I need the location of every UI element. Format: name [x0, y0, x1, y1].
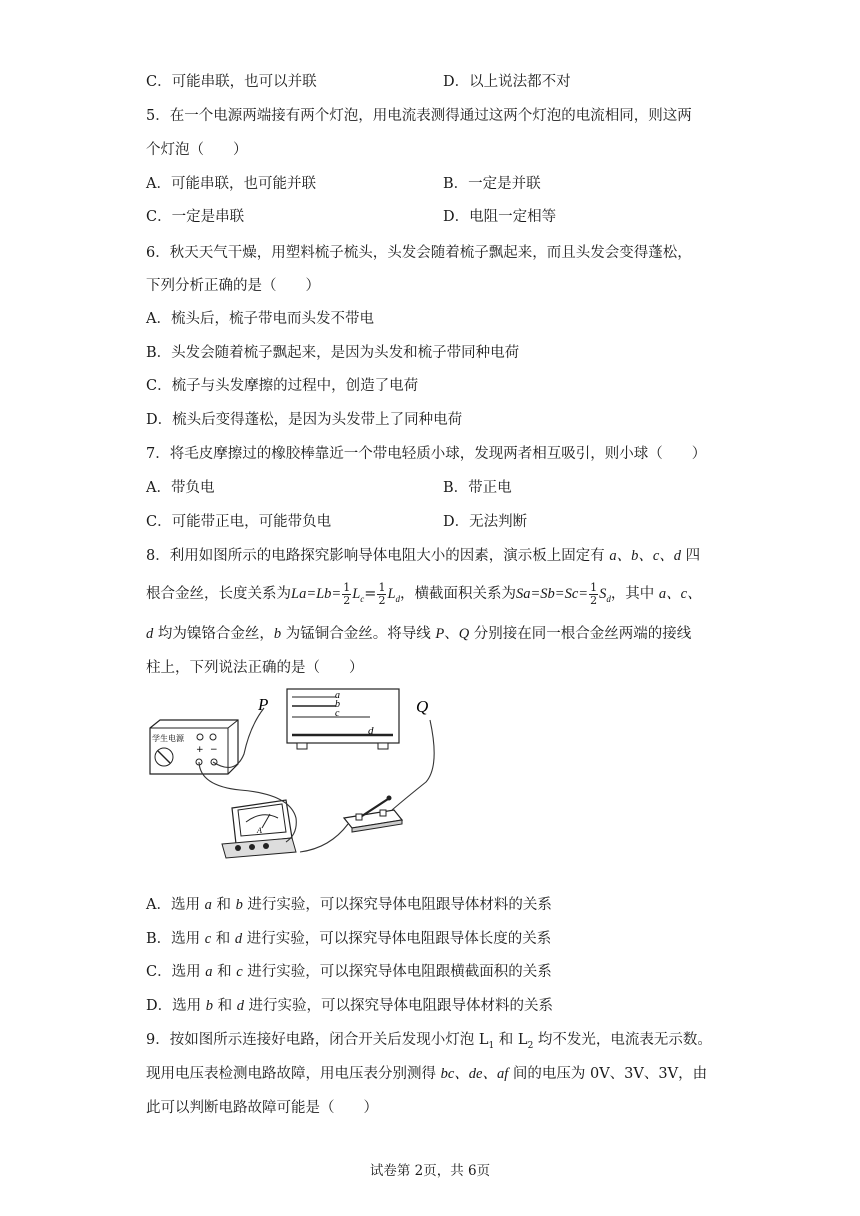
- switch: [344, 796, 402, 833]
- q7-option-d: D．无法判断: [443, 514, 528, 530]
- page-footer: 试卷第 2页，共 6页: [369, 1163, 491, 1179]
- student-power-supply: [150, 720, 238, 774]
- fraction-half: $\frac{1}{2}$: [590, 580, 598, 607]
- q7-option-a: A．带负电: [146, 480, 215, 496]
- plus-sign: +: [196, 745, 204, 755]
- minus-sign: −: [210, 745, 218, 755]
- q9-stem-line3: 此可以判断电路故障可能是（ ）: [146, 1100, 378, 1116]
- q4-option-d: D．以上说法都不对: [443, 74, 571, 90]
- wire-a-label: a: [335, 690, 340, 701]
- q8-stem-line2: 根合金丝，长度关系为La=Lb= $\frac{1}{2}$ $L_c=$ $\frac{1}{2}$ $L_d$，横截面积关系为Sa=Sb=Sc= $\frac{1}{2}$ $S_d$，其中 a、c、: [146, 580, 702, 607]
- q6-option-d: D．梳头后变得蓬松，是因为头发带上了同种电荷: [146, 412, 463, 428]
- q9-stem-line2: 现用电压表检测电路故障，用电压表分别测得 bc、de、af 间的电压为 0V、3V、3V，由: [146, 1066, 708, 1082]
- q4-option-c: C．可能串联，也可以并联: [146, 74, 317, 90]
- q7-option-c: C．可能带正电，可能带负电: [146, 514, 332, 530]
- q8-option-c: C．选用 a 和 c 进行实验，可以探究导体电阻跟横截面积的关系: [146, 964, 552, 980]
- q5-stem-line2: 个灯泡（ ）: [146, 142, 248, 158]
- q9-stem-line1: 9．按如图所示连接好电路，闭合开关后发现小灯泡 $L_1$ 和 $L_2$ 均不发光，电流表无示数。: [146, 1032, 712, 1051]
- label-q: Q: [416, 697, 429, 716]
- q5-option-b: B．一定是并联: [443, 176, 541, 192]
- q6-option-a: A．梳头后，梳子带电而头发不带电: [146, 311, 374, 327]
- wire-d-label: d: [368, 725, 374, 737]
- q6-stem-line1: 6．秋天天气干燥，用塑料梳子梳头，头发会随着梳子飘起来，而且头发会变得蓬松，: [146, 245, 692, 261]
- fraction-half: $\frac{1}{2}$: [343, 580, 351, 607]
- wire-b-label: b: [335, 699, 340, 710]
- q5-option-c: C．一定是串联: [146, 209, 245, 225]
- fraction-half: $\frac{1}{2}$: [378, 580, 386, 607]
- resistance-experiment-figure: [140, 686, 440, 872]
- q8-stem-line4: 柱上，下列说法正确的是（ ）: [146, 660, 364, 676]
- q5-option-a: A．可能串联，也可能并联: [146, 176, 316, 192]
- q8-option-b: B．选用 c 和 d 进行实验，可以探究导体电阻跟导体长度的关系: [146, 931, 552, 947]
- demonstration-board: [287, 689, 399, 749]
- q8-option-d: D．选用 b 和 d 进行实验，可以探究导体电阻跟导体材料的关系: [146, 998, 554, 1014]
- q5-option-d: D．电阻一定相等: [443, 209, 557, 225]
- ammeter: [222, 800, 296, 858]
- q5-stem-line1: 5．在一个电源两端接有两个灯泡，用电流表测得通过这两个灯泡的电流相同，则这两: [146, 108, 692, 124]
- q6-stem-line2: 下列分析正确的是（ ）: [146, 278, 320, 294]
- wire-c-label: c: [335, 708, 340, 719]
- q7-stem: 7．将毛皮摩擦过的橡胶棒靠近一个带电轻质小球，发现两者相互吸引，则小球（ ）: [146, 446, 707, 462]
- label-p: P: [258, 695, 269, 714]
- q7-option-b: B．带正电: [443, 480, 512, 496]
- q6-option-c: C．梳子与头发摩擦的过程中，创造了电荷: [146, 378, 419, 394]
- ammeter-label: A: [257, 826, 262, 835]
- q8-stem-line1: 8．利用如图所示的电路探究影响导体电阻大小的因素，演示板上固定有 a、b、c、d 四: [146, 548, 701, 564]
- supply-label: 学生电源: [152, 734, 184, 743]
- q8-option-a: A．选用 a 和 b 进行实验，可以探究导体电阻跟导体材料的关系: [146, 897, 552, 913]
- q8-stem-line3: d 均为镍铬合金丝，b 为锰铜合金丝。将导线 P、Q 分别接在同一根合金丝两端的接线: [146, 626, 692, 642]
- q6-option-b: B．头发会随着梳子飘起来，是因为头发和梳子带同种电荷: [146, 345, 520, 361]
